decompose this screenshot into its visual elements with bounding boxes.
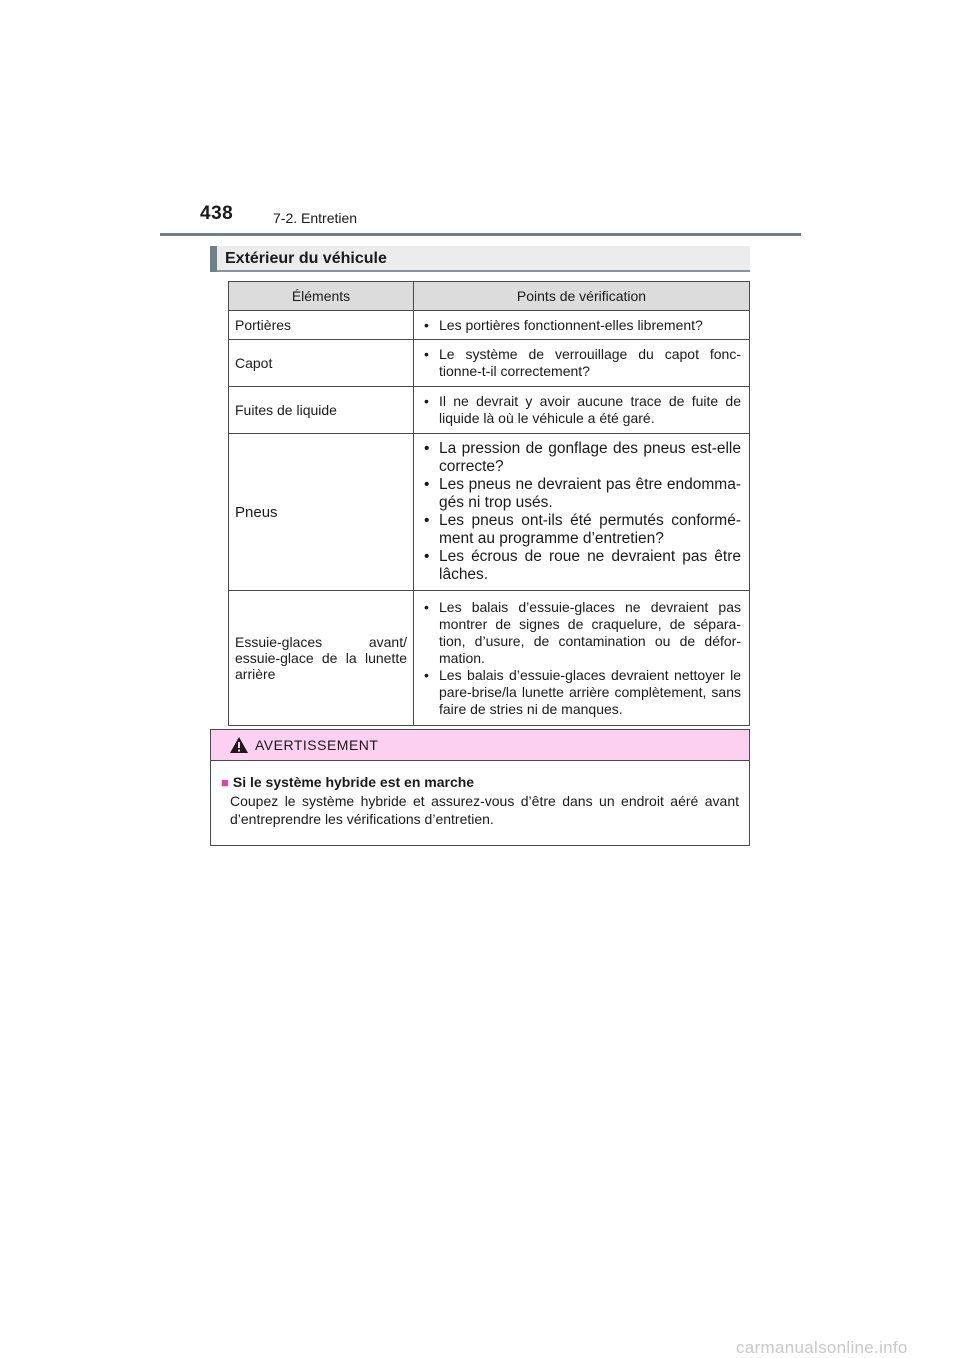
column-header-items: Éléments bbox=[229, 282, 414, 311]
header-rule bbox=[160, 233, 801, 236]
row-item-label: Essuie-glaces avant/ essuie-glace de la lunette arrière bbox=[229, 591, 414, 726]
check-point: • Il ne devrait y avoir aucune trace de fuite de liquide là où le véhicule a été garé. bbox=[422, 393, 741, 427]
warning-triangle-icon bbox=[229, 736, 249, 754]
check-point: • Les pneus ne devraient pas être endomma-gés ni trop usés. bbox=[422, 476, 741, 512]
check-point: • Les écrous de roue ne devraient pas être lâches. bbox=[422, 548, 741, 584]
check-point: • Les balais d’essuie-glaces devraient nettoyer le pare-brise/la lunette arrière complètement, sans faire de stries ni de manques. bbox=[422, 667, 741, 718]
section-heading-bar bbox=[210, 246, 217, 272]
check-point: • La pression de gonflage des pneus est-elle correcte? bbox=[422, 440, 741, 476]
table-row bbox=[229, 591, 750, 726]
section-heading bbox=[210, 246, 750, 272]
warning-box bbox=[210, 729, 750, 846]
row-item-label: Capot bbox=[229, 340, 414, 387]
check-point: • Le système de verrouillage du capot fonc-tionne-t-il correctement? bbox=[422, 346, 741, 380]
table-row bbox=[229, 387, 750, 434]
table-header-row bbox=[229, 282, 750, 311]
warning-body bbox=[211, 761, 749, 828]
check-point: • Les balais d’essuie-glaces ne devraient pas montrer de signes de craquelure, de sépara-tion, d’usure, de contamination ou de défor-mation. bbox=[422, 599, 741, 667]
row-points bbox=[414, 434, 750, 591]
section-heading-text: Extérieur du véhicule bbox=[225, 250, 387, 267]
warning-subheading-text: Si le système hybride est en marche bbox=[232, 774, 475, 790]
table-row bbox=[229, 311, 750, 340]
page-number: 438 bbox=[200, 203, 234, 224]
row-points bbox=[414, 387, 750, 434]
check-point: • Les portières fonctionnent-elles librement? bbox=[422, 317, 741, 334]
row-item-label: Pneus bbox=[229, 434, 414, 591]
warning-text: Coupez le système hybride et assurez-vous d’être dans un endroit aéré avant d’entreprendre les vérifications d’entretien. bbox=[230, 793, 739, 827]
watermark: carmanualsonline.info bbox=[736, 1338, 908, 1357]
row-points bbox=[414, 591, 750, 726]
chapter-title: 7-2. Entretien bbox=[273, 210, 358, 226]
column-header-points: Points de vérification bbox=[414, 282, 750, 311]
row-item-label: Portières bbox=[229, 311, 414, 340]
table-row bbox=[229, 340, 750, 387]
warning-header bbox=[211, 730, 749, 761]
row-points bbox=[414, 311, 750, 340]
table-row bbox=[229, 434, 750, 591]
check-point: • Les pneus ont-ils été permutés conformé-ment au programme d’entretien? bbox=[422, 512, 741, 548]
warning-title: AVERTISSEMENT bbox=[255, 737, 379, 753]
warning-subheading bbox=[221, 773, 739, 792]
square-bullet-icon: ■ bbox=[221, 775, 229, 790]
inspection-table bbox=[228, 281, 750, 726]
row-item-label: Fuites de liquide bbox=[229, 387, 414, 434]
row-points bbox=[414, 340, 750, 387]
